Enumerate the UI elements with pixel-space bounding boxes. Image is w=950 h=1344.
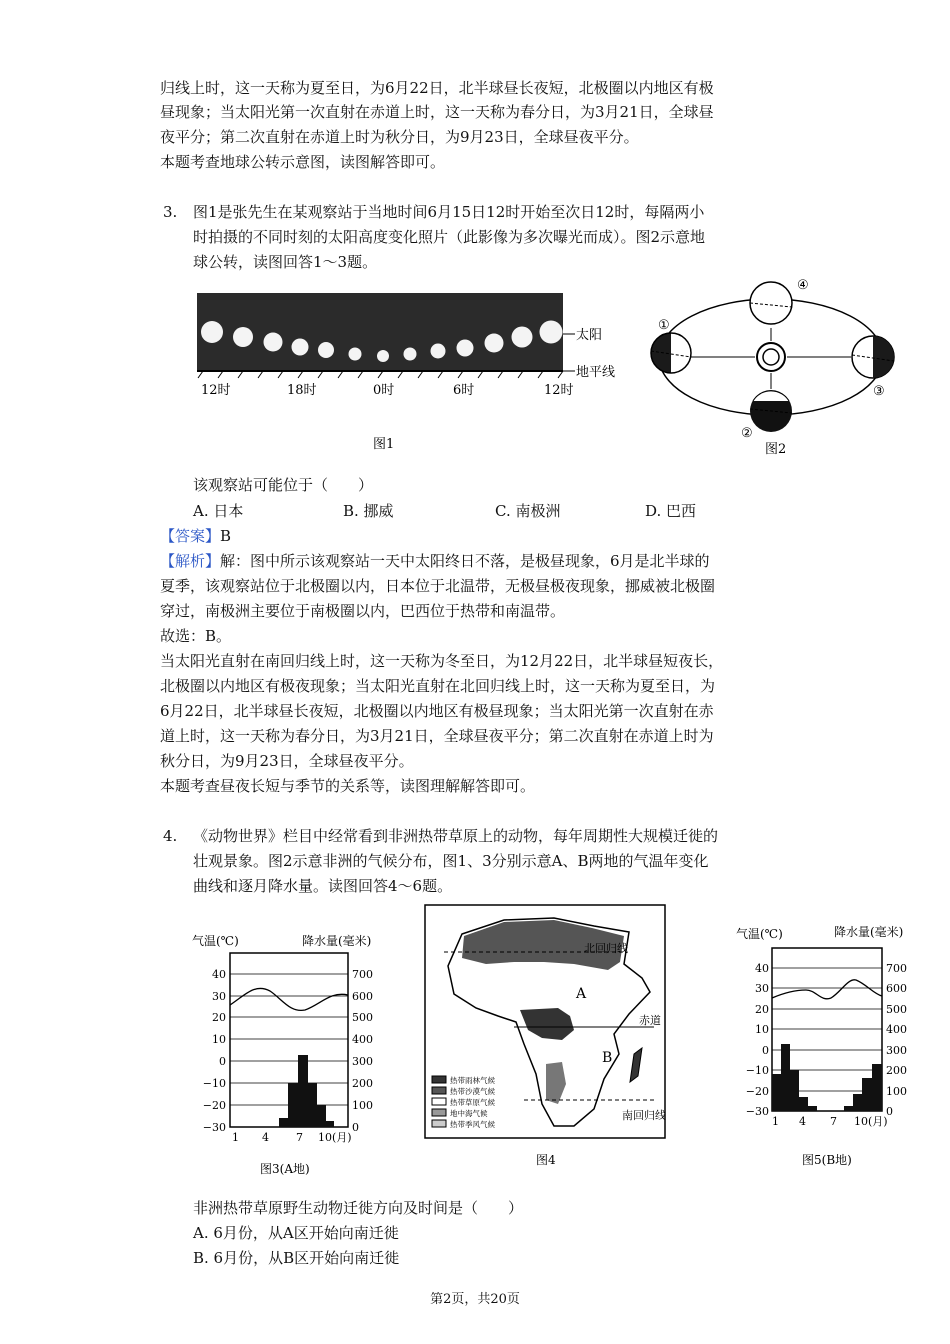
- answer-value: B: [220, 527, 232, 545]
- africa-climate-map: [424, 904, 674, 1174]
- paragraph-line: 昼现象；当太阳光第一次直射在赤道上时，这一天称为春分日，为3月21日，全球昼: [160, 103, 714, 121]
- climate-chart-a: [190, 925, 410, 1180]
- temp-tick: −30: [202, 1121, 226, 1134]
- point-b: B: [602, 1050, 613, 1066]
- temp-tick: 40: [755, 962, 769, 975]
- paragraph-line: 归线上时，这一天称为夏至日，为6月22日，北半球昼长夜短，北极圈以内地区有极: [160, 79, 714, 97]
- analysis-line: 北极圈以内地区有极夜现象；当太阳光直射在北回归线上时，这一天称为夏至日，为: [160, 677, 716, 695]
- tropic-south-label: 南回归线: [622, 1109, 666, 1122]
- legend-item: 热带季风气候: [450, 1120, 495, 1129]
- analysis-text: 解：图中所示该观察站一天中太阳终日不落，是极昼现象，6月是北半球的: [220, 552, 710, 570]
- figure-1-caption: 图1: [373, 437, 395, 452]
- chart-a-temp-ticks: [203, 968, 226, 1134]
- question-stem: 球公转，读图回答1～3题。: [193, 253, 378, 271]
- map-legend: [432, 1075, 495, 1129]
- temp-tick: −10: [745, 1064, 769, 1077]
- temp-tick: 10: [755, 1023, 769, 1036]
- chart-b-precip-ticks: [886, 962, 907, 1118]
- precip-tick: 100: [886, 1085, 907, 1098]
- temp-tick: −30: [745, 1105, 769, 1118]
- precip-tick: 0: [886, 1105, 893, 1118]
- analysis-tag: 【解析】: [160, 552, 221, 570]
- legend-item: 热带草原气候: [450, 1098, 495, 1107]
- sun-center: [757, 343, 785, 371]
- question-number: 3.: [163, 203, 178, 221]
- analysis-line: [160, 549, 710, 574]
- chart-b-caption: 图5(B地): [802, 1153, 852, 1167]
- temp-tick: 30: [212, 990, 226, 1003]
- question-stem: 图1是张先生在某观察站于当地时间6月15日12时开始至次日12时，每隔两小: [193, 203, 705, 221]
- time-tick: 12时: [201, 383, 231, 398]
- temp-tick: −10: [202, 1077, 226, 1090]
- temp-tick: 0: [762, 1044, 769, 1057]
- chart-a-left-title: 气温(℃): [192, 934, 239, 948]
- option-b: B. 挪威: [343, 502, 394, 520]
- chart-b-temp-ticks: [746, 962, 769, 1118]
- chart-a-right-title: 降水量(毫米): [302, 934, 372, 948]
- question-stem: 时拍摄的不同时刻的太阳高度变化照片（此影像为多次曝光而成）。图2示意地: [193, 228, 706, 246]
- month-tick: 4: [262, 1131, 269, 1144]
- paragraph-line: 本题考查地球公转示意图，读图解答即可。: [160, 153, 446, 171]
- paragraph-line: 夜平分；第二次直射在赤道上时为秋分日，为9月23日，全球昼夜平分。: [160, 128, 639, 146]
- marker-1: ①: [658, 318, 670, 333]
- analysis-line: 夏季，该观察站位于北极圈以内，日本位于北温带，无极昼极夜现象，挪威被北极圈: [160, 577, 716, 595]
- temp-tick: 0: [219, 1055, 226, 1068]
- earth-position-1: [651, 333, 691, 373]
- temp-tick: −20: [745, 1085, 769, 1098]
- chart-a-precip-bars: [279, 1055, 334, 1127]
- question-number: 4.: [163, 827, 178, 845]
- legend-item: 热带沙漠气候: [450, 1087, 495, 1096]
- earth-position-3: [852, 336, 894, 378]
- analysis-line: 当太阳光直射在南回归线上时，这一天称为冬至日，为12月22日，北半球昼短夜长，: [160, 652, 724, 670]
- month-tick: 10(月): [854, 1115, 888, 1128]
- precip-tick: 500: [886, 1003, 907, 1016]
- temp-tick: 20: [755, 1003, 769, 1016]
- time-tick: 12时: [544, 383, 574, 398]
- time-tick: 18时: [287, 383, 317, 398]
- analysis-line: 道上时，这一天称为春分日，为3月21日，全球昼夜平分；第二次直射在赤道上时为: [160, 727, 714, 745]
- precip-tick: 700: [352, 968, 373, 981]
- figure-1-sun-photo: [195, 290, 635, 460]
- option-b: B. 6月份，从B区开始向南迁徙: [193, 1249, 400, 1267]
- precip-tick: 400: [886, 1023, 907, 1036]
- temp-tick: 10: [212, 1033, 226, 1046]
- marker-2: ②: [741, 426, 753, 441]
- precip-tick: 100: [352, 1099, 373, 1112]
- earth-position-2: [750, 390, 792, 432]
- month-tick: 4: [799, 1115, 806, 1128]
- question-prompt: 非洲热带草原野生动物迁徙方向及时间是（ ）: [193, 1199, 524, 1217]
- figure-2-earth-orbit: [645, 273, 910, 468]
- temp-tick: 40: [212, 968, 226, 981]
- option-a: A. 日本: [193, 502, 244, 520]
- precip-tick: 200: [352, 1077, 373, 1090]
- chart-b-precip-bars: [772, 1044, 882, 1111]
- precip-tick: 200: [886, 1064, 907, 1077]
- question-stem: 壮观景象。图2示意非洲的气候分布，图1、3分别示意A、B两地的气温年变化: [193, 852, 709, 870]
- analysis-line: 秋分日，为9月23日，全球昼夜平分。: [160, 752, 414, 770]
- precip-tick: 500: [352, 1011, 373, 1024]
- marker-4: ④: [797, 278, 809, 293]
- month-tick: 10(月): [318, 1131, 352, 1144]
- option-c: C. 南极洲: [495, 502, 561, 520]
- answer-tag: 【答案】: [160, 527, 221, 545]
- time-tick: 6时: [453, 383, 475, 398]
- precip-tick: 300: [352, 1055, 373, 1068]
- legend-item: 地中海气候: [450, 1109, 488, 1118]
- precip-tick: 700: [886, 962, 907, 975]
- chart-b-month-ticks: [772, 1115, 888, 1128]
- precip-tick: 600: [886, 982, 907, 995]
- month-tick: 7: [830, 1115, 837, 1128]
- climate-chart-b: [736, 922, 936, 1172]
- precip-tick: 300: [886, 1044, 907, 1057]
- time-tick: 0时: [373, 383, 395, 398]
- analysis-line: 本题考查昼夜长短与季节的关系等，读图理解解答即可。: [160, 777, 536, 795]
- month-tick: 1: [772, 1115, 779, 1128]
- point-a: A: [576, 986, 587, 1002]
- page-footer: 第2页，共20页: [430, 1292, 520, 1307]
- chart-b-left-title: 气温(℃): [736, 927, 783, 941]
- chart-b-temp-curve: [772, 980, 882, 999]
- precip-tick: 0: [352, 1121, 359, 1134]
- temp-tick: −20: [202, 1099, 226, 1112]
- chart-a-precip-ticks: [352, 968, 373, 1134]
- precip-tick: 400: [352, 1033, 373, 1046]
- legend-item: 热带雨林气候: [450, 1076, 495, 1085]
- chart-a-month-ticks: [232, 1131, 352, 1144]
- chart-a-caption: 图3(A地): [260, 1162, 310, 1176]
- answer-line: [160, 524, 231, 549]
- question-stem: 《动物世界》栏目中经常看到非洲热带草原上的动物，每年周期性大规模迁徙的: [193, 827, 719, 845]
- temp-tick: 30: [755, 982, 769, 995]
- equator-label: 赤道: [639, 1014, 661, 1027]
- analysis-line: 穿过，南极洲主要位于南极圈以内，巴西位于热带和南温带。: [160, 602, 566, 620]
- precip-tick: 600: [352, 990, 373, 1003]
- map-caption: 图4: [536, 1153, 556, 1167]
- temp-tick: 20: [212, 1011, 226, 1024]
- sun-label: 太阳: [576, 328, 603, 343]
- month-tick: 1: [232, 1131, 239, 1144]
- tropic-north-label: 北回归线: [584, 942, 628, 955]
- figure-2-caption: 图2: [765, 442, 787, 457]
- marker-3: ③: [873, 384, 885, 399]
- analysis-line: 故选：B。: [160, 627, 232, 645]
- question-stem: 曲线和逐月降水量。读图回答4～6题。: [193, 877, 453, 895]
- ground-hatching: [198, 371, 563, 378]
- option-d: D. 巴西: [645, 502, 697, 520]
- month-tick: 7: [296, 1131, 303, 1144]
- earth-position-4: [750, 282, 792, 328]
- horizon-label: 地平线: [576, 365, 616, 380]
- option-a: A. 6月份，从A区开始向南迁徙: [193, 1224, 399, 1242]
- chart-b-right-title: 降水量(毫米): [834, 925, 904, 939]
- chart-a-temp-curve: [230, 988, 348, 1010]
- question-prompt: 该观察站可能位于（ ）: [193, 476, 374, 494]
- analysis-line: 6月22日，北半球昼长夜短，北极圈以内地区有极昼现象；当太阳光第一次直射在赤: [160, 702, 714, 720]
